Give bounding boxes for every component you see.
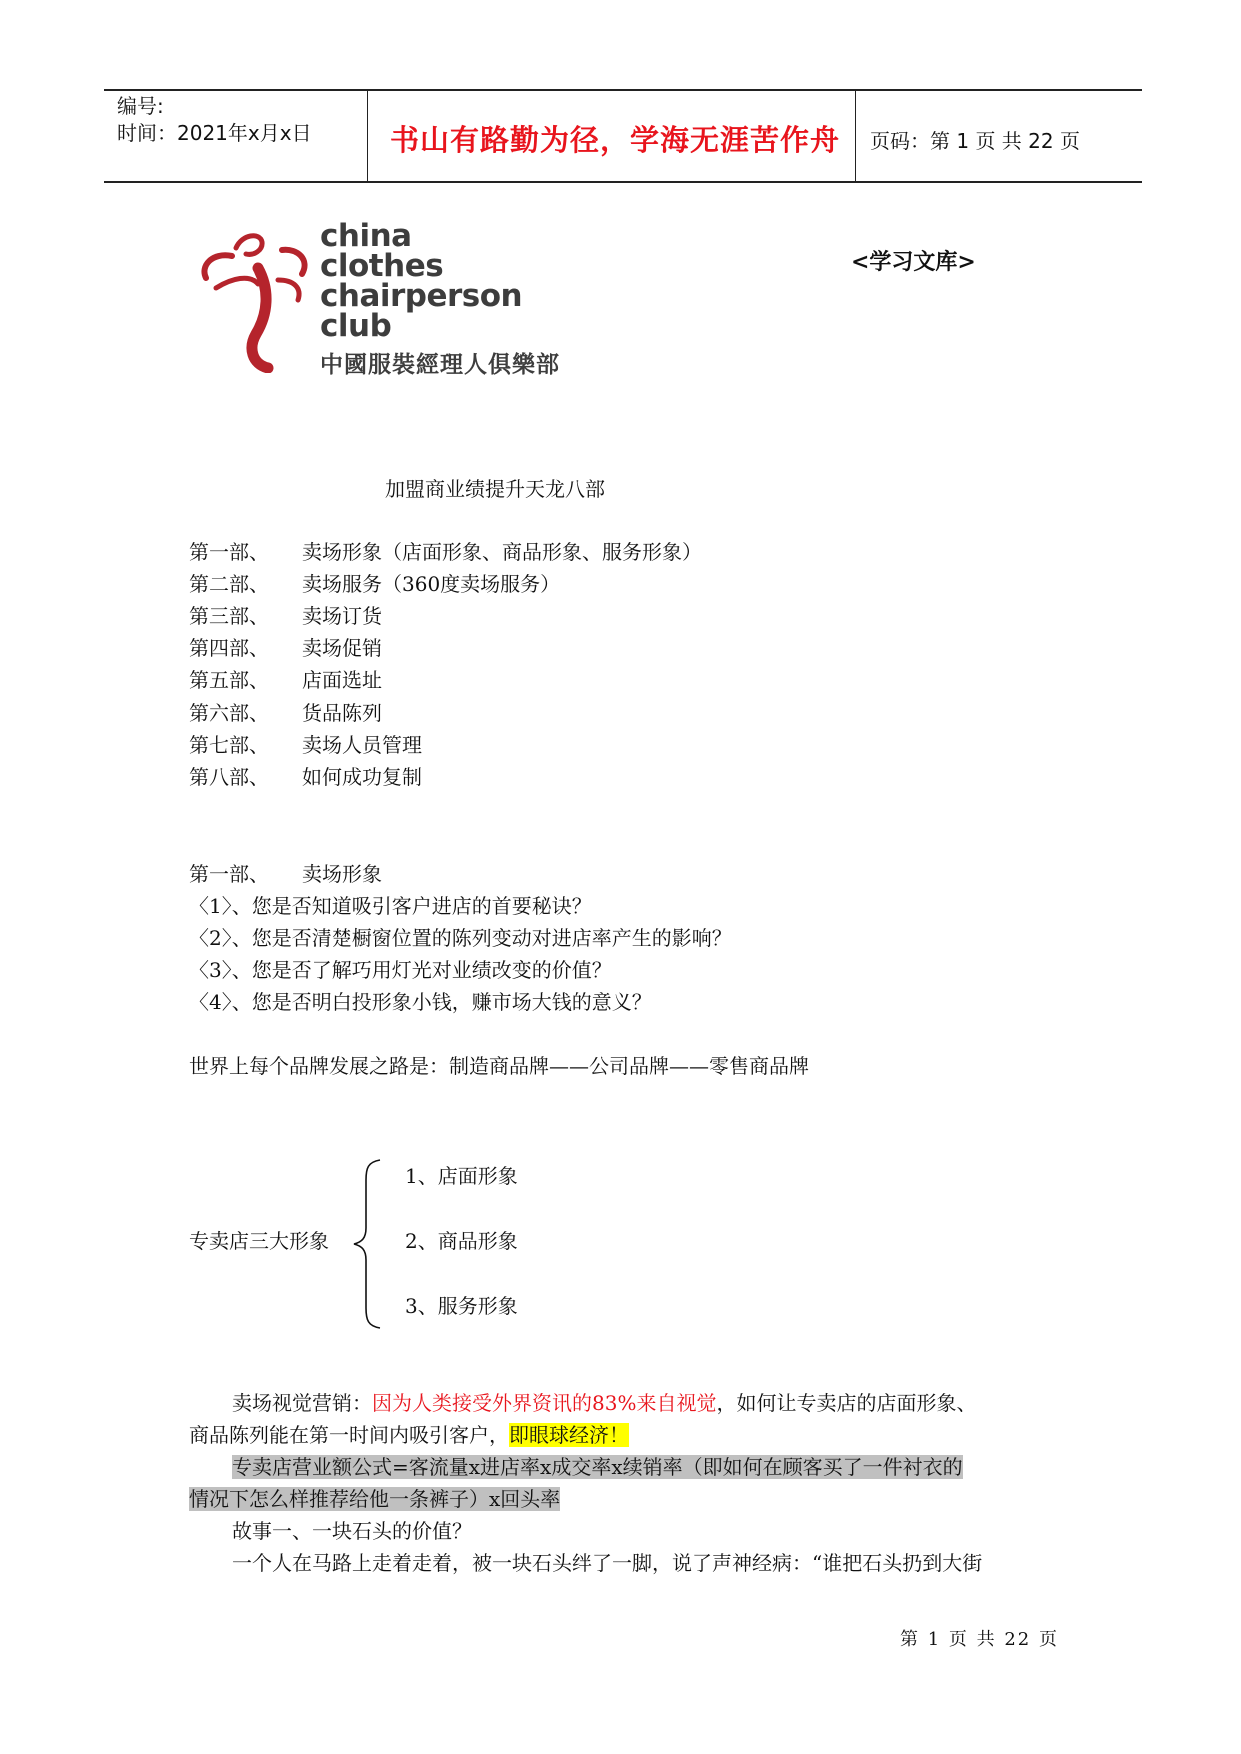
- motto: 书山有路勤为径，学海无涯苦作舟: [390, 123, 841, 157]
- visual-marketing-paragraph: [232, 1387, 976, 1420]
- logo-word-clothes: clothes: [320, 248, 444, 284]
- footer-page-number: 第 1 页 共 22 页: [900, 1629, 1059, 1650]
- club-logo-mark: [198, 228, 318, 373]
- toc-number: 第三部、: [189, 604, 269, 628]
- question: 〈4〉、您是否明白投形象小钱，赚市场大钱的意义？: [189, 990, 652, 1014]
- toc-number: 第二部、: [189, 572, 269, 596]
- story-title: 故事一、一块石头的价值？: [232, 1519, 472, 1543]
- toc-text: 货品陈列: [302, 701, 382, 725]
- toc-number: 第一部、: [189, 540, 269, 564]
- toc-item: [189, 568, 560, 601]
- header-divider-right: [855, 90, 856, 183]
- toc-number: 第四部、: [189, 636, 269, 660]
- toc-item: [189, 697, 382, 730]
- header-bottom-rule: [104, 181, 1142, 183]
- toc-number: 第五部、: [189, 668, 269, 692]
- sales-formula-line-2: [189, 1483, 560, 1516]
- toc-text: 如何成功复制: [302, 765, 422, 789]
- logo-word-china: china: [320, 218, 412, 254]
- question: 〈1〉、您是否知道吸引客户进店的首要秘诀？: [189, 894, 592, 918]
- time-label: 时间：2021年x月x日: [117, 121, 312, 145]
- story-text: 一个人在马路上走着走着，被一块石头绊了一脚，说了声神经病：“谁把石头扔到大街: [232, 1551, 983, 1575]
- toc-item: [189, 729, 422, 762]
- logo-word-club: club: [320, 308, 392, 344]
- sales-formula-line-1: [232, 1451, 963, 1484]
- header-top-rule: [104, 89, 1142, 91]
- toc-item: [189, 761, 422, 794]
- toc-text: 卖场人员管理: [302, 733, 422, 757]
- highlight-gray-text: 专卖店营业额公式=客流量x进店率x成交率x续销率（即如何在顾客买了一件衬衣的: [232, 1455, 963, 1479]
- image-item: 1、店面形象: [405, 1164, 518, 1188]
- paragraph-text: 商品陈列能在第一时间内吸引客户，: [189, 1423, 509, 1447]
- header-divider-left: [367, 90, 368, 183]
- toc-text: 卖场形象（店面形象、商品形象、服务形象）: [302, 540, 702, 564]
- logo-chinese-name: 中國服裝經理人俱樂部: [320, 352, 560, 378]
- library-tag: <学习文库>: [851, 249, 976, 275]
- section-heading: [189, 858, 382, 891]
- section-title: 卖场形象: [302, 862, 382, 886]
- curly-brace-icon: [350, 1158, 390, 1330]
- toc-text: 卖场服务（360度卖场服务）: [302, 572, 561, 596]
- visual-marketing-paragraph-cont: [189, 1419, 629, 1452]
- question: 〈2〉、您是否清楚橱窗位置的陈列变动对进店率产生的影响？: [189, 926, 732, 950]
- runner-figure-icon: [198, 228, 318, 373]
- document-title: 加盟商业绩提升天龙八部: [385, 477, 605, 501]
- toc-text: 卖场订货: [302, 604, 382, 628]
- toc-number: 第七部、: [189, 733, 269, 757]
- toc-item: [189, 664, 382, 697]
- brand-path: 世界上每个品牌发展之路是：制造商品牌——公司品牌——零售商品牌: [189, 1054, 809, 1078]
- toc-number: 第六部、: [189, 701, 269, 725]
- question: 〈3〉、您是否了解巧用灯光对业绩改变的价值？: [189, 958, 612, 982]
- image-item: 2、商品形象: [405, 1229, 518, 1253]
- toc-text: 店面选址: [302, 668, 382, 692]
- section-number: 第一部、: [189, 862, 269, 886]
- toc-number: 第八部、: [189, 765, 269, 789]
- header-page-number: 页码：第 1 页 共 22 页: [870, 129, 1080, 153]
- image-item: 3、服务形象: [405, 1294, 518, 1318]
- serial-label: 编号:: [117, 94, 164, 118]
- highlight-yellow-text: 即眼球经济！: [509, 1423, 629, 1447]
- toc-text: 卖场促销: [302, 636, 382, 660]
- toc-item: [189, 600, 382, 633]
- paragraph-lead: 卖场视觉营销：: [232, 1391, 372, 1415]
- paragraph-text: ，如何让专卖店的店面形象、: [716, 1391, 977, 1415]
- highlight-gray-text: 情况下怎么样推荐给他一条裤子）x回头率: [189, 1487, 561, 1511]
- toc-item: [189, 536, 702, 569]
- three-images-label: 专卖店三大形象: [189, 1229, 329, 1253]
- highlight-red-text: 因为人类接受外界资讯的83%来自视觉: [372, 1391, 717, 1415]
- logo-word-chairperson: chairperson: [320, 278, 523, 314]
- toc-item: [189, 632, 382, 665]
